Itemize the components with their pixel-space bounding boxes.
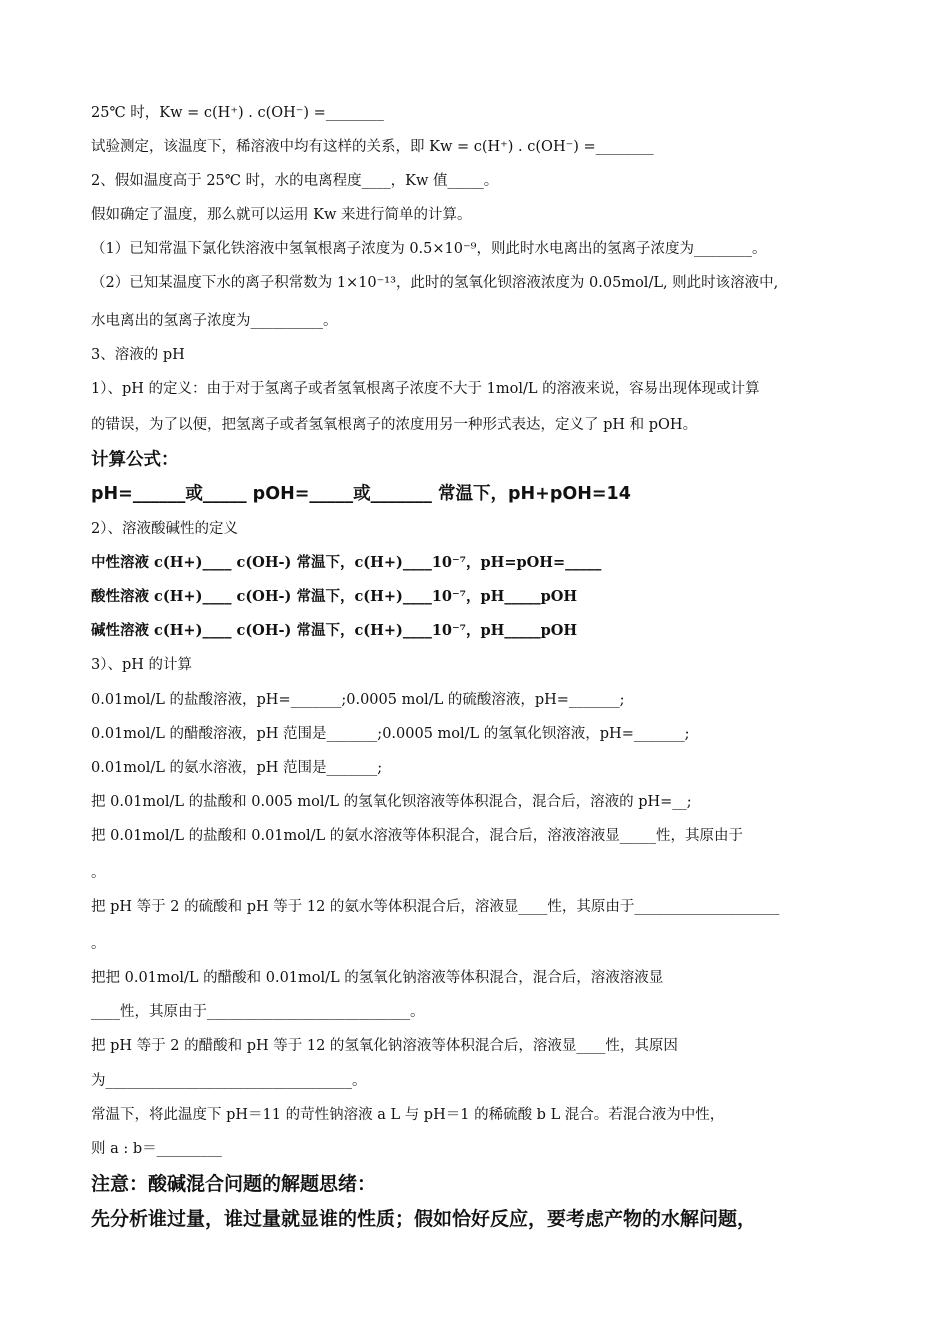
text-line: 25℃ 时，Kw = c(H⁺) . c(OH⁻) =________ bbox=[91, 105, 384, 121]
section-heading: 3、溶液的 pH bbox=[91, 347, 185, 363]
question-line: 。 bbox=[91, 865, 106, 881]
question-line: 0.01mol/L 的盐酸溶液，pH=_______;0.0005 mol/L 的硫酸溶液，pH=_______; bbox=[91, 692, 625, 708]
text-line: （1）已知常温下氯化铁溶液中氢氧根离子浓度为 0.5×10⁻⁹，则此时水电离出的氢离子浓度为________。 bbox=[91, 241, 767, 257]
question-line: 为__________________________________。 bbox=[91, 1073, 367, 1089]
question-line: 把 0.01mol/L 的盐酸和 0.01mol/L 的氨水溶液等体积混合，混合后，溶液溶液显_____性，其原由于 bbox=[91, 828, 744, 844]
question-line: 把 0.01mol/L 的盐酸和 0.005 mol/L 的氢氧化钡溶液等体积混合，混合后，溶液的 pH=__; bbox=[91, 794, 692, 810]
question-line: 把 pH 等于 2 的醋酸和 pH 等于 12 的氢氧化钠溶液等体积混合后，溶液显____性，其原因 bbox=[91, 1038, 678, 1054]
text-line: 水电离出的氢离子浓度为__________。 bbox=[91, 313, 338, 329]
question-line: 0.01mol/L 的醋酸溶液，pH 范围是_______;0.0005 mol/L 的氢氧化钡溶液，pH=_______; bbox=[91, 726, 690, 742]
section-heading: 3）、pH 的计算 bbox=[91, 657, 193, 673]
text-line: 1）、pH 的定义：由于对于氢离子或者氢氧根离子浓度不大于 1mol/L 的溶液来说，容易出现体现或计算 bbox=[91, 381, 760, 397]
text-line: （2）已知某温度下水的离子积常数为 1×10⁻¹³，此时的氢氧化钡溶液浓度为 0.05mol/L, 则此时该溶液中, bbox=[91, 275, 779, 291]
formula-line: pH=______或_____ pOH=_____或_______ 常温下，pH+pOH=14 bbox=[91, 484, 631, 504]
question-line: ____性，其原由于____________________________。 bbox=[91, 1004, 425, 1020]
definition-acidic: 酸性溶液 c(H+)____ c(OH-) 常温下，c(H+)____10⁻⁷，pH_____pOH bbox=[91, 588, 578, 605]
text-line: 假如确定了温度，那么就可以运用 Kw 来进行简单的计算。 bbox=[91, 207, 472, 223]
note-text: 先分析谁过量，谁过量就显谁的性质；假如恰好反应，要考虑产物的水解问题， bbox=[91, 1208, 757, 1230]
question-line: 常温下，将此温度下 pH＝11 的苛性钠溶液 a L 与 pH＝1 的稀硫酸 b L 混合。若混合液为中性， bbox=[91, 1107, 725, 1123]
definition-neutral: 中性溶液 c(H+)____ c(OH-) 常温下，c(H+)____10⁻⁷，pH=pOH=_____ bbox=[91, 554, 602, 571]
question-line: 。 bbox=[91, 936, 106, 952]
text-line: 2、假如温度高于 25℃ 时，水的电离程度____，Kw 值_____。 bbox=[91, 173, 499, 189]
question-line: 则 a : b＝_________ bbox=[91, 1141, 222, 1157]
text-line: 试验测定，该温度下，稀溶液中均有这样的关系，即 Kw = c(H⁺) . c(OH⁻) =________ bbox=[91, 139, 654, 155]
formula-heading: 计算公式： bbox=[91, 450, 179, 470]
question-line: 把把 0.01mol/L 的醋酸和 0.01mol/L 的氢氧化钠溶液等体积混合，混合后，溶液溶液显 bbox=[91, 970, 664, 986]
section-heading: 2）、溶液酸碱性的定义 bbox=[91, 521, 238, 537]
definition-basic: 碱性溶液 c(H+)____ c(OH-) 常温下，c(H+)____10⁻⁷，pH_____pOH bbox=[91, 622, 578, 639]
note-heading: 注意：酸碱混合问题的解题思绪： bbox=[91, 1173, 377, 1195]
question-line: 0.01mol/L 的氨水溶液，pH 范围是_______; bbox=[91, 760, 383, 776]
question-line: 把 pH 等于 2 的硫酸和 pH 等于 12 的氨水等体积混合后，溶液显____性，其原由于____________________ bbox=[91, 899, 780, 915]
text-line: 的错误，为了以便，把氢离子或者氢氧根离子的浓度用另一种形式表达，定义了 pH 和 pOH。 bbox=[91, 417, 698, 433]
